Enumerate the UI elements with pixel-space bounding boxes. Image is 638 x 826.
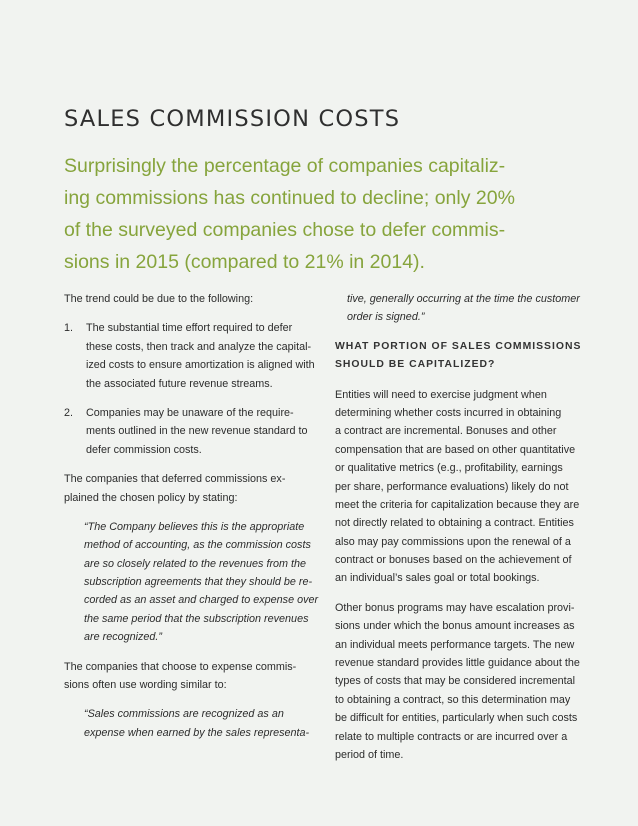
left-column [64,290,319,742]
quote-line: are recognized.” [84,631,163,644]
paragraph-line: an individual meets performance targets. The new [335,638,575,651]
lead-paragraph [64,150,599,278]
paragraph-line: an individual’s sales goal or total bookings. [335,572,540,585]
paragraph-bonus-programs [335,599,585,765]
paragraph-line: a contract are incremental. Bonuses and other [335,425,557,438]
paragraph-line: per share, performance evaluations) likely do not [335,480,569,493]
quote-deferral-policy [64,518,319,647]
quote-line: “Sales commissions are recognized as an [84,708,284,721]
list-text: defer commission costs. [86,443,202,456]
paragraph-expensed [64,658,314,695]
paragraph-line: The companies that deferred commissions ex- [64,473,286,486]
paragraph-line: determining whether costs incurred in obtaining [335,406,562,419]
heading-line: SHOULD BE CAPITALIZED? [335,359,496,371]
paragraph-line: types of costs that may be considered incremental [335,675,576,688]
heading-line: WHAT PORTION OF SALES COMMISSIONS [335,340,582,352]
right-column [335,290,585,764]
quote-expense-policy [64,705,314,742]
paragraph-line: plained the chosen policy by stating: [64,491,238,504]
quote-line: “The Company believes this is the appropriate [84,520,305,533]
paragraph-line: period of time. [335,748,404,761]
paragraph-line: sions often use wording similar to: [64,679,227,692]
list-item-2 [64,404,314,459]
quote-line: tive, generally occurring at the time the customer [347,293,580,305]
paragraph-line: Entities will need to exercise judgment when [335,388,547,401]
list-text: ized costs to ensure amortization is aligned with [86,359,315,372]
paragraph-line: meet the criteria for capitalization because they are [335,498,580,511]
quote-line: are so closely related to the revenues from the [84,557,307,570]
paragraph-line: to obtaining a contract, so this determination may [335,693,571,706]
list-text: Companies may be unaware of the require- [86,406,294,419]
quote-line: expense when earned by the sales representa- [84,726,310,739]
list-item-1 [64,319,314,393]
subsection-heading [335,338,585,375]
section-title: SALES COMMISSION COSTS [64,106,401,132]
quote-line: subscription agreements that they should be re- [84,576,313,589]
intro-text: The trend could be due to the following: [64,293,254,305]
paragraph-deferred [64,470,314,507]
paragraph-line: revenue standard provides little guidance about the [335,657,580,670]
list-number: 2. [64,406,74,419]
list-text: the associated future revenue streams. [86,377,273,390]
paragraph-line: be difficult for entities, particularly when such costs [335,712,578,725]
lead-line: sions in 2015 (compared to 21% in 2014). [64,251,425,273]
lead-line: Surprisingly the percentage of companies capitaliz- [64,155,506,177]
paragraph-line: contract or bonuses based on the achievement of [335,554,572,567]
paragraph-line: The companies that choose to expense commis- [64,660,297,673]
quote-line: order is signed.” [347,311,425,324]
list-number: 1. [64,322,74,335]
quote-line: the same period that the subscription revenues [84,612,309,625]
paragraph-line: compensation that are based on other quantitative [335,443,576,456]
quote-line: corded as an asset and charged to expense over [84,594,319,607]
quote-continuation [335,290,585,327]
quote-line: method of accounting, as the commission costs [84,539,311,552]
paragraph-line: not directly related to obtaining a contract. Entities [335,517,574,530]
paragraph-line: also may pay commissions upon the renewal of a [335,535,571,548]
paragraph-judgment [335,386,585,588]
paragraph-line: Other bonus programs may have escalation provi- [335,601,575,614]
list-text: The substantial time effort required to defer [86,322,293,335]
paragraph-line: sions under which the bonus amount increases as [335,620,575,633]
paragraph-line: or qualitative metrics (e.g., profitability, earnings [335,462,563,475]
paragraph-line: relate to multiple contracts or are incurred over a [335,730,568,743]
list-text: ments outlined in the new revenue standard to [86,425,308,438]
lead-line: ing commissions has continued to decline; only 20% [64,187,515,209]
list-text: these costs, then track and analyze the capital- [86,340,312,353]
lead-line: of the surveyed companies chose to defer commis- [64,219,506,241]
